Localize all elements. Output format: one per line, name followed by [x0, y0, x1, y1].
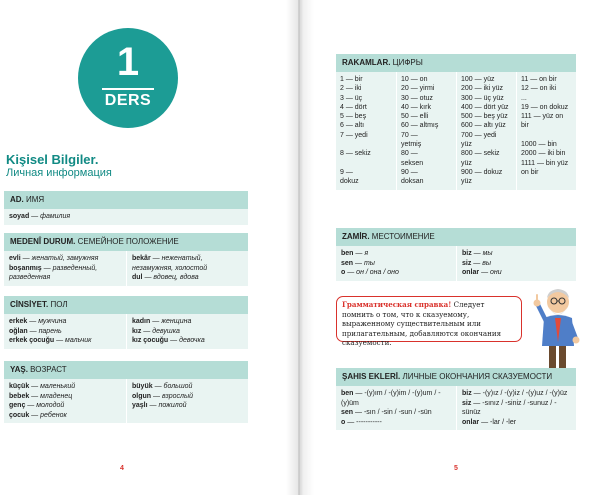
number-entry: 50 — elli: [401, 113, 429, 121]
section-header: YAŞ. ВОЗРАСТ: [4, 361, 248, 379]
number-entry: 30 — otuz: [401, 94, 433, 102]
number-entry: 200 — iki yüz: [461, 85, 504, 93]
number-entry: yüz: [461, 141, 472, 149]
number-entry: 111 — yüz on bir: [521, 113, 564, 130]
number-entry: [340, 159, 392, 168]
entry: sen — -sın / -sin / -sun / -sün: [341, 409, 432, 416]
entry: genç — молодой: [9, 402, 65, 409]
number-entry: seksen: [401, 159, 424, 167]
section-header: AD. ИМЯ: [4, 191, 248, 209]
entry: siz — -sınız / -siniz / -sunuz / -sünüz: [462, 399, 557, 416]
number-entry: 600 — altı yüz: [461, 122, 506, 130]
entry: yaşlı — пожилой: [132, 402, 187, 409]
number-entry: 70 —: [401, 131, 418, 139]
number-entry: 1 — bir: [340, 76, 363, 83]
entry: kız — девушка: [132, 327, 180, 335]
section-ad: [4, 191, 248, 225]
entry: bebek — младенец: [9, 392, 73, 400]
section-body: [4, 379, 248, 423]
lesson-word: DERS: [104, 92, 152, 109]
entry: oğlan — парень: [9, 327, 62, 335]
number-entry: 900 — dokuz: [461, 168, 503, 176]
section-zamir: [336, 228, 576, 281]
page-number: 4: [120, 465, 124, 472]
entry: erkek çocuğu — мальчик: [9, 337, 92, 344]
lesson-badge: [78, 28, 178, 128]
number-entry: 100 — yüz: [461, 76, 495, 83]
entry: çocuk — ребенок: [9, 411, 67, 419]
number-entry: 20 — yirmi: [401, 85, 435, 93]
number-entry: 700 — yedi: [461, 131, 497, 139]
entry: o — он / она / оно: [341, 269, 399, 276]
entry: sen — ты: [341, 259, 375, 267]
number-entry: doksan: [401, 178, 424, 186]
page-subtitle: Личная информация: [6, 167, 112, 179]
entry: ben — я: [341, 250, 369, 257]
number-entry: [340, 140, 392, 149]
entry: ben — -(y)ım / -(y)im / -(y)um / -(y)üm: [341, 390, 441, 407]
entry: küçük — маленький: [9, 383, 76, 390]
section-header: ZAMİR. МЕСТОИМЕНИЕ: [336, 228, 576, 246]
entry: biz — -(y)ız / -(y)iz / -(y)uz / -(y)üz: [462, 390, 568, 397]
number-entry: 300 — üç yüz: [461, 94, 504, 102]
numbers-column: [336, 72, 396, 190]
section-header: CİNSİYET. ПОЛ: [4, 296, 248, 314]
number-entry: 10 — on: [401, 76, 428, 83]
lesson-divider: [102, 88, 154, 90]
number-entry: 90 —: [401, 168, 418, 176]
section-yas: [4, 361, 248, 423]
number-entry: 500 — beş yüz: [461, 113, 508, 121]
entry: boşanmış — разведенный, разведенная: [9, 264, 98, 281]
number-entry: 5 — beş: [340, 113, 367, 121]
number-entry: yüz: [461, 178, 472, 186]
number-entry: 60 — altmış: [401, 122, 439, 130]
grammar-note: Грамматическая справка! Следует помнить о том, что к сказуемому, выраженному существительным или прилагательным, добавляются окончания сказуемости.: [336, 296, 522, 342]
section-body: [4, 314, 248, 349]
entry: kadın — женщина: [132, 318, 192, 325]
entry: onlar — -lar / -ler: [462, 418, 517, 426]
book-gutter: [286, 0, 314, 495]
number-entry: 40 — kırk: [401, 103, 431, 111]
page-title: Kişisel Bilgiler.: [6, 152, 99, 167]
right-page: [300, 0, 600, 495]
section-body: [4, 209, 248, 225]
number-entry: yetmiş: [401, 141, 422, 149]
entry: siz — вы: [462, 259, 492, 267]
number-entry: 4 — dört: [340, 103, 367, 111]
numbers-grid: [336, 72, 576, 190]
section-sahis-ekleri: [336, 368, 576, 430]
numbers-column: [396, 72, 456, 190]
section-cinsiyet: [4, 296, 248, 349]
section-header: MEDENÎ DURUM. СЕМЕЙНОЕ ПОЛОЖЕНИЕ: [4, 233, 248, 251]
entry: erkek — мужчина: [9, 318, 67, 325]
section-header: RAKAMLAR. ЦИФРЫ: [336, 54, 576, 72]
entry: soyad — фамилия: [9, 213, 71, 220]
entry: büyük — большой: [132, 383, 193, 390]
number-entry: 3 — üç: [340, 94, 363, 102]
entry: onlar — они: [462, 269, 502, 276]
section-rakamlar: [336, 54, 576, 190]
number-entry: ...: [521, 94, 527, 102]
numbers-column: [516, 72, 576, 190]
entry: olgun — взрослый: [132, 392, 193, 400]
number-entry: 7 — yedi: [340, 131, 368, 139]
section-body: [336, 386, 576, 430]
number-entry: 80 —: [401, 150, 418, 158]
entry: bekâr — неженатый, незамужняя, холостой: [132, 255, 208, 272]
number-entry: yüz: [461, 159, 472, 167]
lesson-number: 1: [116, 40, 140, 84]
left-page: [0, 0, 298, 495]
number-entry: 800 — sekiz: [461, 150, 500, 158]
entry: biz — мы: [462, 250, 493, 257]
number-entry: 1000 — bin: [521, 141, 557, 149]
number-entry: [521, 131, 572, 140]
number-entry: 2000 — iki bin: [521, 150, 566, 158]
entry: o — -----------: [341, 418, 382, 426]
number-entry: 400 — dört yüz: [461, 103, 509, 111]
professor-pointing-icon: [532, 284, 584, 376]
number-entry: 11 — on bir: [521, 76, 557, 83]
section-body: [336, 246, 576, 281]
number-entry: 6 — altı: [340, 122, 365, 130]
entry: kız çocuğu — девочка: [132, 337, 205, 344]
section-medeni-durum: [4, 233, 248, 286]
number-entry: 19 — on dokuz: [521, 103, 569, 111]
section-header: ŞAHIS EKLERİ. ЛИЧНЫЕ ОКОНЧАНИЯ СКАЗУЕМОСТИ: [336, 368, 576, 386]
number-entry: 8 — sekiz: [340, 150, 371, 158]
section-body: [4, 251, 248, 286]
number-entry: 1111 — bin yüz on bir: [521, 159, 569, 176]
number-entry: 12 — on iki: [521, 85, 557, 93]
entry: evli — женатый, замужняя: [9, 255, 99, 262]
number-entry: 2 — iki: [340, 85, 362, 93]
entry: dul — вдовец, вдова: [132, 274, 199, 281]
page-number: 5: [454, 465, 458, 472]
number-entry: dokuz: [340, 178, 359, 186]
number-entry: 9 —: [340, 168, 353, 176]
numbers-column: [456, 72, 516, 190]
